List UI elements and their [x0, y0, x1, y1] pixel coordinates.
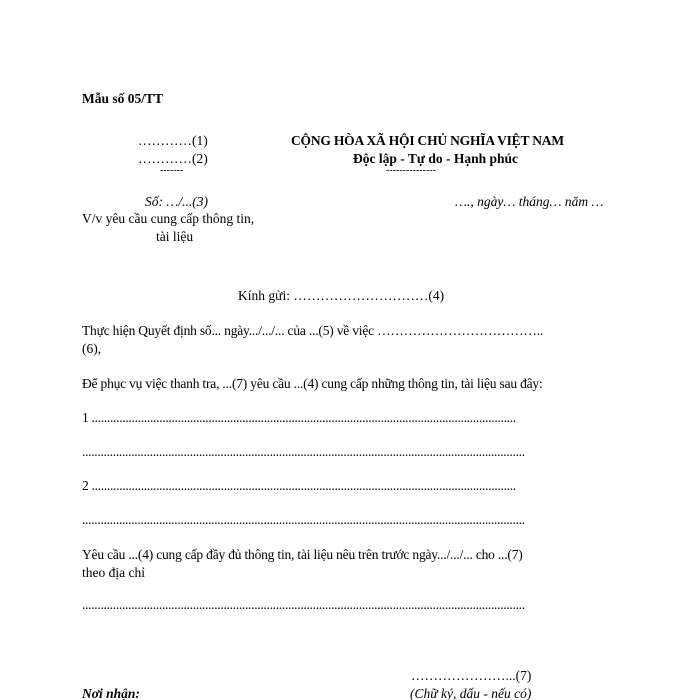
item-1-continuation: ................................................................................................................................................: [82, 444, 525, 459]
national-title: CỘNG HÒA XÃ HỘI CHỦ NGHĨA VIỆT NAM: [291, 133, 564, 148]
paragraph-request: Để phục vụ việc thanh tra, ...(7) yêu cầu ...(4) cung cấp những thông tin, tài liệu sau đây:: [82, 376, 543, 391]
address-line: ................................................................................................................................................: [82, 597, 525, 612]
place-date: …., ngày… tháng… năm …: [455, 194, 604, 209]
signature-note: (Chữ ký, dấu - nếu có): [410, 686, 532, 700]
signer-placeholder: …………………...(7): [411, 668, 532, 683]
document-number: Số: …/...(3): [145, 194, 208, 209]
item-2: 2 ..........................................................................................................................................: [82, 478, 516, 493]
left-header-rule: -------: [160, 165, 184, 176]
paragraph-decision-line-2: (6),: [82, 341, 102, 356]
paragraph-deadline-line-1: Yêu cầu ...(4) cung cấp đầy đủ thông tin, tài liệu nêu trên trước ngày.../.../... cho ...(7): [82, 547, 523, 562]
paragraph-deadline-line-2: theo địa chỉ: [82, 565, 145, 580]
subject-line-2: tài liệu: [156, 229, 194, 244]
form-code: Mẫu số 05/TT: [82, 91, 164, 106]
right-header-rule: ---------------: [386, 165, 436, 176]
paragraph-decision-line-1: Thực hiện Quyết định số... ngày.../.../... của ...(5) về việc ………………………………..: [82, 323, 544, 338]
issuing-authority-line: …………(1): [138, 133, 208, 148]
item-1: 1 ..........................................................................................................................................: [82, 410, 516, 425]
recipients-label: Nơi nhận:: [82, 686, 140, 700]
subject-line-1: V/v yêu cầu cung cấp thông tin,: [82, 211, 255, 226]
national-motto: Độc lập - Tự do - Hạnh phúc: [353, 151, 519, 166]
item-2-continuation: ................................................................................................................................................: [82, 512, 525, 527]
issuing-agency-line: …………(2): [138, 151, 208, 166]
salutation: Kính gửi: …………………………(4): [238, 288, 445, 303]
